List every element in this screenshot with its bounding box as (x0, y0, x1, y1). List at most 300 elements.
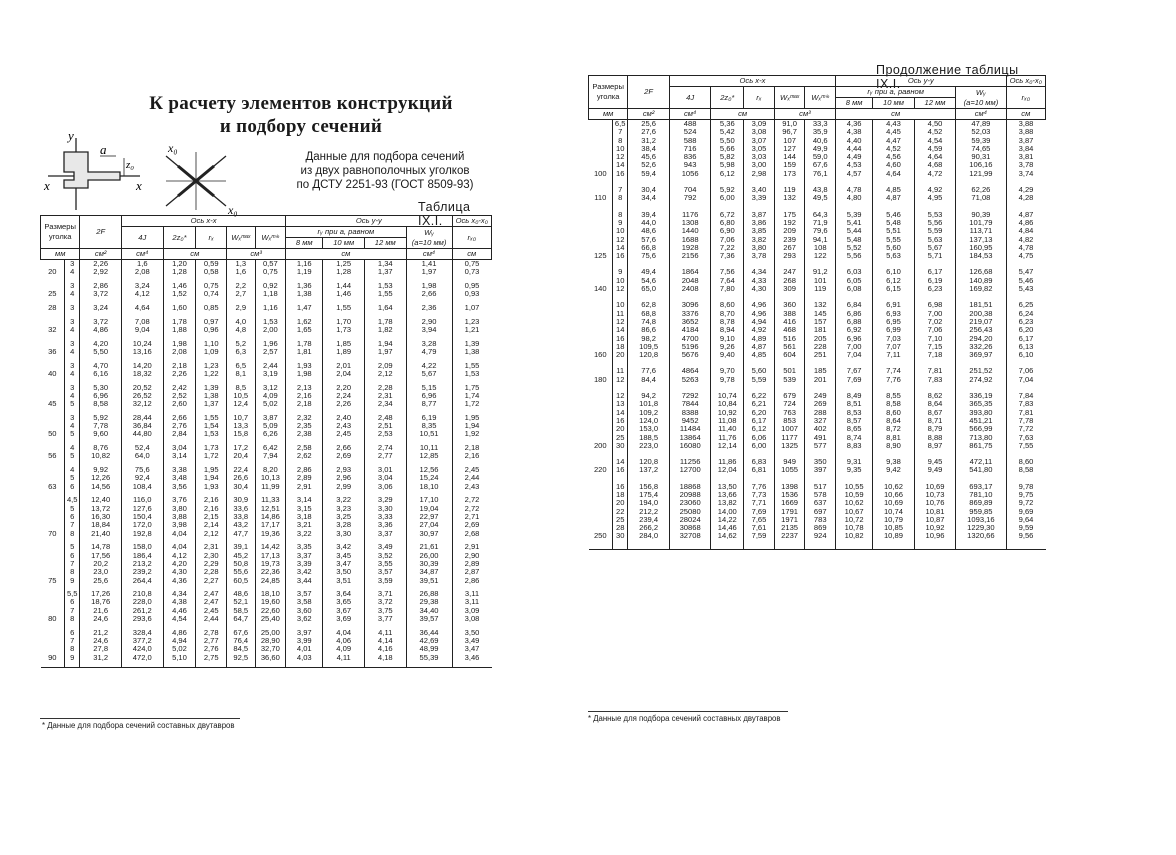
header-wmin: Wₓᵐⁱⁿ (255, 227, 286, 249)
header-sizes: Размеры уголка (41, 216, 80, 249)
cell-radius-rx: 2,78 2,77 2,76 2,75 (196, 629, 227, 668)
table-row (589, 458, 1046, 483)
cell-wx-max: 501 539 (774, 367, 805, 392)
table-subtitle (280, 150, 490, 192)
cell-area-2f: 3,24 (80, 304, 122, 318)
cell-rx0: 4,29 4,28 (1006, 186, 1045, 211)
header-axis-yy: Ось y-y (286, 216, 452, 227)
cell-ry-a12: 2,48 2,51 2,53 (364, 414, 406, 444)
angles-table-left (40, 215, 492, 668)
cell-wx-max: 91,0 96,7 107 127 144 159 173 (774, 120, 805, 187)
sketch-label-x0-bottom: x₀ (228, 203, 238, 217)
cell-rx0: 4,87 4,86 4,84 4,82 4,78 4,75 (1006, 211, 1045, 269)
sketch-label-a: a (100, 142, 107, 157)
cell-wy-a10: 6,19 8,35 10,51 (406, 414, 452, 444)
header-ry-at-a: rᵧ при a, равном (836, 87, 956, 98)
header-rx: rₓ (196, 227, 227, 249)
cell-size: 25 (48, 289, 57, 299)
cell-inertia-4j: 328,4 377,2 424,0 472,0 (121, 629, 163, 668)
cell-thickness: 3 (65, 304, 80, 318)
unit-cm4-wy: см⁴ (406, 249, 452, 260)
cell-thickness: 6,5 7 8 10 12 14 16 (613, 120, 628, 187)
cell-wx-min: 25,00 28,90 32,70 36,60 (255, 629, 286, 668)
cell-size: 220 (593, 465, 607, 475)
cell-ry-a10: 6,91 6,93 6,95 6,99 7,03 7,07 7,11 (873, 301, 915, 367)
cell-radius-rx: 2,31 2,30 2,29 2,28 2,27 (196, 543, 227, 590)
cell-radius-rx: 0,97 0,96 (196, 318, 227, 340)
cell-wx-max: 48,6 52,1 58,5 64,7 (227, 590, 255, 629)
cell-twice-z0: 2,18 2,26 (163, 362, 196, 384)
cell-inertia-4j: 10,24 13,16 (121, 340, 163, 362)
header-wy-sub: (a=10 мм) (963, 97, 999, 107)
subtitle-line-2: из двух равнополочных уголков (300, 165, 470, 177)
unit-cm-rx0: см (1006, 109, 1045, 120)
angles-table-right (588, 75, 1046, 550)
cell-size: 70 (48, 528, 57, 538)
cell-twice-z0: 3,04 3,14 (163, 444, 196, 466)
cell-inertia-4j: 1,6 2,08 (121, 260, 163, 282)
table-row (589, 120, 1046, 187)
cell-wx-max: 247 268 309 (774, 268, 805, 301)
header-rx: rₓ (744, 87, 775, 109)
cell-inertia-4j: 7292 7844 8388 9452 11484 13864 16080 (669, 392, 711, 458)
cell-radius-rx: 6,83 6,81 (744, 458, 775, 483)
cell-area-2f: 3,72 4,86 (80, 318, 122, 340)
cell-wy-a10: 36,44 42,69 48,99 55,39 (406, 629, 452, 668)
cell-ry-a12: 3,01 3,04 3,06 (364, 466, 406, 496)
cell-wx-min: 350 397 (805, 458, 836, 483)
table-row (589, 367, 1046, 392)
cell-thickness: 3 4 (65, 318, 80, 340)
table-row (41, 260, 492, 282)
cell-ry-a10: 4,85 4,87 (873, 186, 915, 211)
cell-area-2f: 8,76 10,82 (80, 444, 122, 466)
cell-wx-min: 91,2 101 119 (805, 268, 836, 301)
cell-ry-a10: 1,44 1,46 (323, 282, 365, 304)
header-rx0: rₓ₀ (452, 227, 491, 249)
cell-ry-a8: 2,13 2,16 2,18 (286, 384, 323, 414)
cell-wx-min: 0,92 1,18 (255, 282, 286, 304)
cell-inertia-4j: 3096 3376 3652 4184 4700 5196 5676 (669, 301, 711, 367)
cell-wx-max: 2,9 (227, 304, 255, 318)
header-axis-x0: Ось x₀-x₀ (452, 216, 491, 227)
table-row (589, 301, 1046, 367)
cell-ry-a10: 6,10 6,12 6,15 (873, 268, 915, 301)
sketch-label-x-right: x (136, 178, 142, 193)
header-ry-at-a: rᵧ при a, равном (286, 227, 406, 238)
cell-ry-a12: 4,50 4,52 4,54 4,59 4,64 4,68 4,72 (914, 120, 956, 187)
cell-area-2f: 17,26 18,76 21,6 24,6 (80, 590, 122, 629)
cell-ry-a12: 5,53 5,56 5,59 5,63 5,67 5,71 (914, 211, 956, 269)
cell-rx0: 1,07 (452, 304, 491, 318)
cell-size: 100 (593, 168, 607, 178)
cell-rx0: 3,50 3,49 3,47 3,46 (452, 629, 491, 668)
unit-cm-yy: см (286, 249, 406, 260)
cell-radius-rx: 1,73 1,72 (196, 444, 227, 466)
header-rx0: rₓ₀ (1006, 87, 1045, 109)
cell-inertia-4j: 3,24 4,12 (121, 282, 163, 304)
cell-wy-a10: 47,89 52,03 59,39 74,65 90,31 106,16 121,99 (956, 120, 1006, 187)
cell-ry-a10: 3,22 3,23 3,25 3,28 3,30 (323, 496, 365, 543)
cell-ry-a8: 3,57 3,58 3,60 3,62 (286, 590, 323, 629)
cell-ry-a12: 1,34 1,37 (364, 260, 406, 282)
cell-area-2f: 12,40 13,72 16,30 18,84 21,40 (80, 496, 122, 543)
cell-wx-min: 14,42 17,13 19,73 22,36 24,85 (255, 543, 286, 590)
cell-area-2f: 5,30 6,96 8,58 (80, 384, 122, 414)
cell-wx-max: 67,6 76,4 84,5 92,5 (227, 629, 255, 668)
cell-ry-a12: 6,98 7,00 7,02 7,06 7,10 7,15 7,18 (914, 301, 956, 367)
cell-twice-z0: 4,34 4,38 4,46 4,54 (163, 590, 196, 629)
cell-wy-a10: 1,98 2,66 (406, 282, 452, 304)
cell-size: 32 (48, 324, 57, 334)
header-4j: 4J (669, 87, 711, 109)
header-a8: 8 мм (836, 98, 873, 109)
cell-wx-min: 0,57 0,75 (255, 260, 286, 282)
cell-ry-a8: 6,03 6,05 6,08 (836, 268, 873, 301)
header-wy-sub: (a=10 мм) (411, 237, 447, 247)
subtitle-line-3: по ДСТУ 2251-93 (ГОСТ 8509-93) (296, 179, 474, 191)
header-a10: 10 мм (323, 238, 365, 249)
cell-thickness: 3 4 (65, 340, 80, 362)
header-wmax: Wₓᵐᵃˣ (227, 227, 255, 249)
unit-mm: мм (41, 249, 80, 260)
header-a12: 12 мм (364, 238, 406, 249)
cell-size: 180 (593, 374, 607, 384)
cell-twice-z0: 8,60 8,70 8,78 8,94 9,10 9,26 9,40 (711, 301, 744, 367)
footnote: * Данные для подбора сечений составных двутавров (42, 721, 235, 730)
cell-ry-a12: 1,78 1,82 (364, 318, 406, 340)
cell-ry-a10: 2,40 2,43 2,45 (323, 414, 365, 444)
cell-area-2f: 9,92 12,26 14,56 (80, 466, 122, 496)
cell-radius-rx: 1,10 1,09 (196, 340, 227, 362)
cell-ry-a12: 2,09 2,12 (364, 362, 406, 384)
cell-twice-z0: 1,60 (163, 304, 196, 318)
table-row (41, 543, 492, 590)
cell-rx0: 0,75 0,73 (452, 260, 491, 282)
table-row (41, 444, 492, 466)
cell-thickness: 3 4 5 (65, 414, 80, 444)
cell-size: 63 (48, 481, 57, 491)
cell-wy-a10: 472,11 541,80 (956, 458, 1006, 483)
unit-cm-xx: см (163, 249, 226, 260)
cell-rx0: 7,06 7,04 (1006, 367, 1045, 392)
cell-radius-rx: 1,23 1,22 (196, 362, 227, 384)
cell-ry-a10: 7,74 7,76 (873, 367, 915, 392)
table-row (41, 496, 492, 543)
cell-ry-a10: 4,43 4,45 4,47 4,52 4,56 4,60 4,64 (873, 120, 915, 187)
cell-ry-a10: 1,85 1,89 (323, 340, 365, 362)
cell-wy-a10: 251,52 274,92 (956, 367, 1006, 392)
cell-area-2f: 4,70 6,16 (80, 362, 122, 384)
cell-rx0: 7,84 7,83 7,81 7,78 7,72 7,63 7,55 (1006, 392, 1045, 458)
cell-wx-max: 10,7 13,3 15,8 (227, 414, 255, 444)
sketch-label-x-left: x (44, 178, 50, 193)
cell-rx0: 2,91 2,90 2,89 2,87 2,86 (452, 543, 491, 590)
table-row (589, 392, 1046, 458)
cell-ry-a12: 3,29 3,30 3,33 3,36 3,37 (364, 496, 406, 543)
header-wmax: Wₓᵐᵃˣ (774, 87, 805, 109)
cell-twice-z0: 13,50 13,66 13,82 14,00 14,22 14,46 14,62 (711, 483, 744, 550)
cell-rx0: 0,95 0,93 (452, 282, 491, 304)
cell-wx-min: 3,12 4,09 5,02 (255, 384, 286, 414)
cell-area-2f: 2,26 2,92 (80, 260, 122, 282)
cell-inertia-4j: 488 524 588 716 836 943 1056 (669, 120, 711, 187)
table-row (589, 268, 1046, 301)
cell-ry-a12: 4,92 4,95 (914, 186, 956, 211)
cell-radius-rx: 0,59 0,58 (196, 260, 227, 282)
cell-size: 50 (48, 429, 57, 439)
cell-radius-rx: 6,22 6,21 6,20 6,17 6,12 6,06 6,00 (744, 392, 775, 458)
cell-radius-rx: 0,75 0,74 (196, 282, 227, 304)
cell-ry-a10: 1,25 1,28 (323, 260, 365, 282)
cell-ry-a12: 3,49 3,52 3,55 3,57 3,59 (364, 543, 406, 590)
unit-cm4: см⁴ (669, 109, 711, 120)
cell-ry-a10: 4,04 4,06 4,09 4,11 (323, 629, 365, 668)
cell-area-2f: 5,92 7,78 9,60 (80, 414, 122, 444)
cell-radius-rx: 4,34 4,33 4,30 (744, 268, 775, 301)
cell-thickness: 14 16 (613, 458, 628, 483)
cell-wx-min: 8,20 10,13 11,99 (255, 466, 286, 496)
cell-thickness: 11 12 (613, 367, 628, 392)
title-line-2: и подбору сечений (219, 116, 383, 137)
cell-wy-a10: 10,11 12,85 (406, 444, 452, 466)
cell-ry-a8: 2,86 2,89 2,91 (286, 466, 323, 496)
cell-inertia-4j: 75,6 92,4 108,4 (121, 466, 163, 496)
header-2z0: 2z₀* (711, 87, 744, 109)
header-axis-yy: Ось y-y (836, 76, 1007, 87)
header-axis-xx: Ось x-x (669, 76, 835, 87)
cell-ry-a10: 2,01 2,04 (323, 362, 365, 384)
cell-wy-a10: 26,88 29,38 34,40 39,57 (406, 590, 452, 629)
cell-size: 200 (593, 440, 607, 450)
cell-inertia-4j: 1864 2048 2408 (669, 268, 711, 301)
cell-ry-a8: 8,49 8,51 8,53 8,57 8,65 8,74 8,83 (836, 392, 873, 458)
cell-wx-min: 185 201 (805, 367, 836, 392)
cell-wx-min: 2,44 3,19 (255, 362, 286, 384)
cell-ry-a10: 3,64 3,65 3,67 3,69 (323, 590, 365, 629)
cell-area-2f: 77,6 84,4 (628, 367, 670, 392)
cell-ry-a12: 7,81 7,83 (914, 367, 956, 392)
cell-rx0: 1,95 1,94 1,92 (452, 414, 491, 444)
cell-wy-a10: 12,56 15,24 18,10 (406, 466, 452, 496)
cell-inertia-4j: 11256 12700 (669, 458, 711, 483)
cell-ry-a12: 1,53 1,55 (364, 282, 406, 304)
header-a12: 12 мм (914, 98, 956, 109)
cell-twice-z0: 1,20 1,28 (163, 260, 196, 282)
cell-ry-a8: 2,32 2,35 2,38 (286, 414, 323, 444)
cell-area-2f: 62,8 68,8 74,8 86,6 98,2 109,5 120,8 (628, 301, 670, 367)
cell-inertia-4j: 158,0 186,4 213,2 239,2 264,4 (121, 543, 163, 590)
cell-size: 40 (48, 368, 57, 378)
cell-thickness: 4 5 6 (65, 466, 80, 496)
cell-wx-max: 6,5 8,1 (227, 362, 255, 384)
angle-section-sketch (40, 128, 280, 218)
cell-wx-max: 5,2 6,3 (227, 340, 255, 362)
cell-rx0: 2,18 2,16 (452, 444, 491, 466)
cell-inertia-4j: 18868 20988 23060 25080 28024 30868 32708 (669, 483, 711, 550)
cell-ry-a10: 10,62 10,66 10,69 10,74 10,79 10,85 10,89 (873, 483, 915, 550)
cell-twice-z0: 3,76 3,80 3,88 3,98 4,04 (163, 496, 196, 543)
cell-ry-a12: 1,94 1,97 (364, 340, 406, 362)
cell-inertia-4j: 1176 1308 1440 1688 1928 2156 (669, 211, 711, 269)
cell-area-2f: 39,4 44,0 48,6 57,6 66,8 75,6 (628, 211, 670, 269)
cell-radius-rx: 3,09 3,08 3,07 3,05 3,03 3,00 2,98 (744, 120, 775, 187)
cell-twice-z0: 9,70 9,78 (711, 367, 744, 392)
table-row (41, 629, 492, 668)
cell-wx-min: 18,10 19,60 22,60 25,40 (255, 590, 286, 629)
cell-ry-a8: 9,31 9,35 (836, 458, 873, 483)
cell-radius-rx: 1,55 1,54 1,53 (196, 414, 227, 444)
cell-area-2f: 120,8 137,2 (628, 458, 670, 483)
table-row (41, 466, 492, 496)
cell-wx-min: 33,3 35,9 40,6 49,9 59,0 67,6 76,1 (805, 120, 836, 187)
cell-rx0: 8,60 8,58 (1006, 458, 1045, 483)
table-name-continued: Продолжение таблицы IX.I. (876, 63, 1019, 91)
cell-radius-rx: 2,16 2,16 2,15 2,14 2,12 (196, 496, 227, 543)
table-name: Таблица IX.I. (418, 200, 471, 228)
cell-size: 80 (48, 614, 57, 624)
header-axis-x0: Ось x₀-x₀ (1006, 76, 1045, 87)
cell-size: 75 (48, 575, 57, 585)
cell-wy-a10: 126,68 140,89 169,82 (956, 268, 1006, 301)
cell-ry-a10: 2,66 2,69 (323, 444, 365, 466)
cell-wy-a10: 2,90 3,94 (406, 318, 452, 340)
cell-thickness: 7 8 (613, 186, 628, 211)
cell-size: 20 (48, 267, 57, 277)
cell-wx-max: 39,1 45,2 50,8 55,6 60,5 (227, 543, 255, 590)
cell-rx0: 3,88 3,88 3,87 3,84 3,81 3,78 3,74 (1006, 120, 1045, 187)
cell-wx-max: 30,9 33,6 33,8 43,2 47,7 (227, 496, 255, 543)
cell-area-2f: 156,8 175,4 194,0 212,2 239,4 266,2 284,0 (628, 483, 670, 550)
cell-thickness: 3 4 5 (65, 384, 80, 414)
cell-ry-a10: 1,55 (323, 304, 365, 318)
cell-area-2f: 94,2 101,8 109,2 124,0 153,0 188,5 223,0 (628, 392, 670, 458)
cell-wy-a10: 21,61 26,00 30,39 34,87 39,51 (406, 543, 452, 590)
cell-ry-a8: 6,84 6,86 6,88 6,92 6,96 7,00 7,04 (836, 301, 873, 367)
cell-radius-rx: 3,87 3,86 3,85 3,82 3,80 3,78 (744, 211, 775, 269)
header-a8: 8 мм (286, 238, 323, 249)
cell-wx-max: 175 192 209 239 267 293 (774, 211, 805, 269)
cell-ry-a8: 4,78 4,80 (836, 186, 873, 211)
cell-ry-a8: 2,58 2,62 (286, 444, 323, 466)
header-2z0: 2z₀* (163, 227, 196, 249)
unit-cm-rx0: см (452, 249, 491, 260)
cell-thickness: 3 4 (65, 362, 80, 384)
cell-size: 125 (593, 251, 607, 261)
table-row (41, 282, 492, 304)
cell-ry-a8: 1,36 1,38 (286, 282, 323, 304)
footnote-rule (588, 711, 788, 712)
cell-wx-max: 8,5 10,5 12,4 (227, 384, 255, 414)
cell-twice-z0: 1,98 2,08 (163, 340, 196, 362)
table-row (41, 362, 492, 384)
cell-rx0: 2,45 2,44 2,43 (452, 466, 491, 496)
cell-wx-max: 17,2 20,4 (227, 444, 255, 466)
cell-wy-a10: 1,41 1,97 (406, 260, 452, 282)
header-wmin: Wₓᵐⁱⁿ (805, 87, 836, 109)
cell-area-2f: 14,78 17,56 20,2 23,0 25,6 (80, 543, 122, 590)
cell-size: 160 (593, 350, 607, 360)
sketch-label-z0: z₀ (126, 159, 135, 171)
cell-ry-a10: 8,55 8,58 8,60 8,64 8,72 8,81 8,90 (873, 392, 915, 458)
cell-twice-z0: 4,04 4,12 4,20 4,30 4,36 (163, 543, 196, 590)
table-row (41, 414, 492, 444)
table-row (589, 186, 1046, 211)
table-row (589, 483, 1046, 550)
cell-inertia-4j: 4864 5263 (669, 367, 711, 392)
cell-wx-max: 119 132 (774, 186, 805, 211)
cell-thickness: 4,5 5 6 7 8 (65, 496, 80, 543)
cell-ry-a12: 2,28 2,31 2,34 (364, 384, 406, 414)
unit-cm4-wy: см⁴ (956, 109, 1006, 120)
cell-thickness: 16 18 20 22 25 28 30 (613, 483, 628, 550)
cell-wx-min: 3,87 5,09 6,26 (255, 414, 286, 444)
cell-ry-a10: 1,70 1,73 (323, 318, 365, 340)
cell-ry-a10: 5,46 5,48 5,51 5,55 5,60 5,63 (873, 211, 915, 269)
cell-wy-a10: 5,15 6,96 8,77 (406, 384, 452, 414)
cell-radius-rx: 5,60 5,59 (744, 367, 775, 392)
header-axis-xx: Ось x-x (121, 216, 285, 227)
cell-wx-min: 517 578 637 697 783 869 924 (805, 483, 836, 550)
sketch-label-y: y (68, 128, 74, 143)
header-wy (406, 227, 452, 249)
cell-twice-z0: 6,72 6,80 6,90 7,06 7,22 7,36 (711, 211, 744, 269)
cell-wx-max: 679 724 763 853 1007 1177 1325 (774, 392, 805, 458)
cell-inertia-4j: 28,44 36,84 44,80 (121, 414, 163, 444)
cell-thickness: 9 10 12 (613, 268, 628, 301)
cell-inertia-4j: 116,0 127,6 150,4 172,0 192,8 (121, 496, 163, 543)
cell-ry-a12: 4,11 4,14 4,16 4,18 (364, 629, 406, 668)
cell-twice-z0: 1,46 1,52 (163, 282, 196, 304)
cell-size: 250 (589, 483, 613, 550)
cell-ry-a10: 3,42 3,45 3,47 3,50 3,51 (323, 543, 365, 590)
cell-thickness: 6 7 8 9 (65, 629, 80, 668)
cell-wx-max: 360 388 416 468 516 561 604 (774, 301, 805, 367)
cell-ry-a12: 6,17 6,19 6,23 (914, 268, 956, 301)
footnote: * Данные для подбора сечений составных двутавров (588, 714, 781, 723)
cell-ry-a8: 1,16 1,19 (286, 260, 323, 282)
cell-wy-a10: 62,26 71,08 (956, 186, 1006, 211)
cell-wy-a10: 90,39 101,79 113,71 137,13 160,95 184,53 (956, 211, 1006, 269)
cell-twice-z0: 11,86 12,04 (711, 458, 744, 483)
table-row (41, 590, 492, 629)
cell-inertia-4j: 14,20 18,32 (121, 362, 163, 384)
cell-ry-a10: 9,38 9,42 (873, 458, 915, 483)
cell-ry-a12: 1,64 (364, 304, 406, 318)
cell-rx0: 1,39 1,38 (452, 340, 491, 362)
cell-twice-z0: 4,86 4,94 5,02 5,10 (163, 629, 196, 668)
cell-area-2f: 21,2 24,6 27,8 31,2 (80, 629, 122, 668)
cell-radius-rx: 2,47 2,47 2,45 2,44 (196, 590, 227, 629)
cell-wy-a10: 336,19 365,35 393,80 451,21 566,99 713,80 861,75 (956, 392, 1006, 458)
cell-radius-rx: 0,85 (196, 304, 227, 318)
cell-ry-a8: 1,93 1,98 (286, 362, 323, 384)
unit-cm2: см² (80, 249, 122, 260)
cell-ry-a12: 8,62 8,64 8,67 8,71 8,79 8,88 8,97 (914, 392, 956, 458)
cell-twice-z0: 2,66 2,76 2,84 (163, 414, 196, 444)
header-2f: 2F (628, 76, 670, 109)
cell-wx-max: 1,3 1,6 (227, 260, 255, 282)
header-4j: 4J (121, 227, 163, 249)
cell-ry-a10: 2,20 2,24 2,26 (323, 384, 365, 414)
cell-size: 36 (48, 346, 57, 356)
cell-twice-z0: 5,92 6,00 (711, 186, 744, 211)
cell-wx-max: 1398 1536 1669 1791 1971 2135 2237 (774, 483, 805, 550)
cell-ry-a8: 3,97 3,99 4,01 4,03 (286, 629, 323, 668)
cell-rx0: 5,47 5,46 5,43 (1006, 268, 1045, 301)
cell-inertia-4j: 4,64 (121, 304, 163, 318)
unit-cm3: см³ (227, 249, 286, 260)
